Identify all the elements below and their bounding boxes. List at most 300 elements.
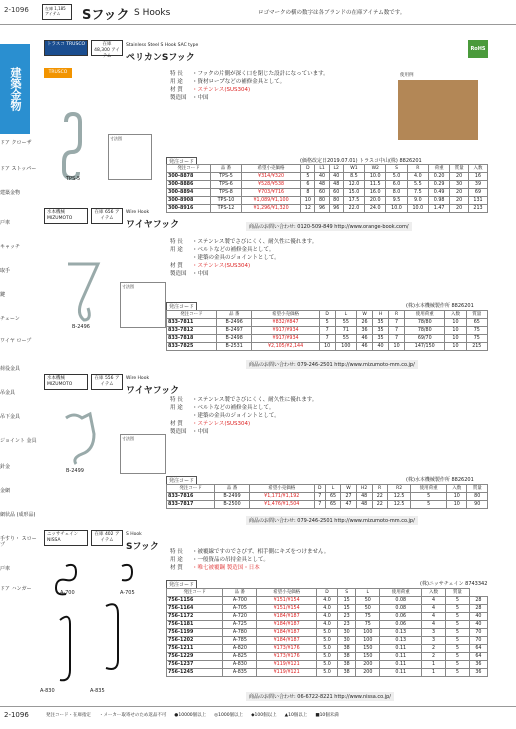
table-header-cell: L2 <box>329 165 343 173</box>
table-cell: ¥314/¥320 <box>241 173 300 181</box>
table-header-row <box>167 311 488 319</box>
feature-value: ・ステンレス製でさびにくく、耐久性に優れます。 <box>192 397 318 403</box>
table-cell: 5 <box>445 645 469 653</box>
table-cell: 5 <box>445 613 469 621</box>
section-en-title: Wire Hook <box>126 376 150 381</box>
table-header-cell: 品 番 <box>216 311 252 319</box>
table-cell: 30 <box>450 181 469 189</box>
table-cell: ¥119/¥121 <box>257 669 317 677</box>
table-cell: 5.0 <box>316 661 337 669</box>
table-cell: 28 <box>469 605 487 613</box>
brand-stock: 在庫 556 アイテム <box>91 374 123 390</box>
table-cell: 5 <box>411 501 447 509</box>
sidebar-item[interactable]: ジョイント 金具 <box>0 438 37 444</box>
table-header-cell: 質量 <box>445 589 469 597</box>
sidebar-item[interactable]: 手すり・ スロープ <box>0 536 37 548</box>
table-header-cell: 荷重 <box>428 165 449 173</box>
reference-note: (株)水本機械製作所 8826201 <box>406 477 474 483</box>
table-cell: 48 <box>329 181 343 189</box>
table-cell: 20 <box>450 189 469 197</box>
table-cell: 7 <box>319 327 335 335</box>
table-cell: 5.0 <box>316 653 337 661</box>
sidebar-item[interactable]: 戸車 <box>0 220 11 226</box>
table-cell[interactable]: 756-1229 <box>167 653 223 661</box>
table-cell: 75 <box>356 613 380 621</box>
table-cell: A-725 <box>223 621 257 629</box>
section-features <box>170 70 329 102</box>
table-cell: 96 <box>315 205 329 213</box>
table-cell: 5 <box>411 493 447 501</box>
sidebar-item[interactable]: ワイヤ ロープ <box>0 338 32 344</box>
feature-value: ・一般資品の吊持金具として。 <box>192 557 269 563</box>
table-cell: 16 <box>468 173 487 181</box>
table-cell: 69 <box>468 189 487 197</box>
table-row <box>167 189 488 197</box>
table-header-cell: 使用荷重 <box>405 311 445 319</box>
table-cell: 10 <box>319 343 335 351</box>
table-cell: ¥184/¥187 <box>257 629 317 637</box>
table-cell: 4.0 <box>316 613 337 621</box>
section-features <box>170 548 329 572</box>
feature-key: 材 質 <box>170 421 183 427</box>
table-header-cell: R2 <box>388 485 411 493</box>
table-cell: 12.5 <box>388 501 411 509</box>
feature-value: ・ステンレス製でさびにくく、耐久性に優れます。 <box>192 239 318 245</box>
table-header-row <box>167 589 488 597</box>
table-header-cell: 質量 <box>450 165 469 173</box>
table-cell: 17.5 <box>343 197 364 205</box>
table-cell: 4 <box>422 613 446 621</box>
table-row <box>167 173 488 181</box>
table-header-cell: 希望小売価格 <box>252 311 319 319</box>
feature-value: ・資材ロープなどの補修金具として。 <box>192 79 286 85</box>
table-cell: 27 <box>341 493 357 501</box>
table-cell: 80 <box>329 197 343 205</box>
table-cell: ¥832/¥847 <box>252 319 319 327</box>
table-header-cell: S <box>338 589 356 597</box>
table-cell: 10 <box>447 501 467 509</box>
table-cell: 5.0 <box>316 669 337 677</box>
table-cell: 7 <box>314 501 325 509</box>
table-cell: 26 <box>357 319 373 327</box>
table-cell: 96 <box>329 205 343 213</box>
sketch-label: 寸法図 <box>110 136 122 141</box>
table-header-cell: H2 <box>356 485 372 493</box>
table-cell: 200 <box>356 661 380 669</box>
table-row <box>167 327 488 335</box>
table-cell: 15.0 <box>343 189 364 197</box>
table-cell: 10.0 <box>407 205 428 213</box>
code-label: 発注コード <box>166 157 197 166</box>
stock-badge: 在庫 1,185 アイテム <box>42 4 72 20</box>
table-header-row <box>167 485 488 493</box>
table-cell[interactable]: 833-7811 <box>167 319 217 327</box>
table-header-cell: R <box>372 485 388 493</box>
table-cell: 38 <box>338 661 356 669</box>
table-cell: B-2498 <box>216 335 252 343</box>
table-cell: 36 <box>357 327 373 335</box>
legend-item: ・メーカー取寄せのため返品不可 <box>99 713 167 718</box>
table-header-cell: R <box>389 311 405 319</box>
sidebar-item[interactable]: 金網 <box>0 488 11 494</box>
table-cell: 2 <box>422 645 446 653</box>
code-label: 発注コード <box>166 580 197 589</box>
table-cell: ¥119/¥121 <box>257 661 317 669</box>
table-cell: 65 <box>325 493 341 501</box>
feature-key: 用 途 <box>170 405 183 411</box>
section-en-title: Stainless Steel S Hook SAC type <box>126 43 199 48</box>
table-cell: 20 <box>450 205 469 213</box>
sidebar-item[interactable]: 建築金物 <box>0 190 21 196</box>
product-table-1 <box>166 164 488 213</box>
sidebar-item[interactable]: キャッチ <box>0 244 21 250</box>
dimension-sketch <box>120 434 166 474</box>
table-row <box>167 605 488 613</box>
table-cell: 40 <box>373 343 389 351</box>
table-cell: 35 <box>373 319 389 327</box>
table-cell: B-2531 <box>216 343 252 351</box>
feature-line <box>170 238 317 246</box>
inquiry-info: 商品のお問い合わせ: 079-246-2501 http://www.mizumoto-mm.co.jp/ <box>246 516 418 525</box>
table-cell: 100 <box>335 343 356 351</box>
table-row <box>167 669 488 677</box>
table-cell: 20 <box>450 197 469 205</box>
feature-line <box>170 428 317 436</box>
table-cell: 36 <box>469 669 487 677</box>
table-cell: ¥528/¥538 <box>241 181 300 189</box>
feature-line <box>170 412 317 420</box>
table-cell: 0.08 <box>380 597 422 605</box>
table-cell: 9.5 <box>386 197 407 205</box>
table-cell[interactable]: 756-1172 <box>167 613 223 621</box>
feature-value: ・中国 <box>192 95 209 101</box>
feature-line <box>170 94 329 102</box>
feature-value: ・ベルトなどの補修金具として。 <box>192 405 275 411</box>
table-cell: 46 <box>357 335 373 343</box>
table-cell: TPS-10 <box>211 197 242 205</box>
sidebar-item[interactable]: 網状品 (成形品) <box>0 512 36 518</box>
feature-value: ・ベルトなどの補修金具として。 <box>192 247 275 253</box>
legend-item: ◆100個以上 <box>251 713 277 718</box>
table-cell: 131 <box>468 197 487 205</box>
table-cell[interactable]: 833-7816 <box>167 493 215 501</box>
table-header-cell: 希望小売価格 <box>257 589 317 597</box>
sidebar-item[interactable]: ドア ハンガー <box>0 586 32 592</box>
sidebar-item[interactable]: ドア クローザ <box>0 140 32 146</box>
feature-line <box>170 86 329 94</box>
table-header-cell: 入数 <box>445 311 466 319</box>
table-header-cell: 品 番 <box>215 485 249 493</box>
brand-logo: 水本機械 MIZUMOTO <box>44 374 88 390</box>
table-cell[interactable]: 300-8916 <box>167 205 211 213</box>
table-cell: 40 <box>469 621 487 629</box>
table-cell: ¥1,089/¥1,100 <box>241 197 300 205</box>
feature-value: ・ステンレス(SUS304) <box>192 421 251 427</box>
table-header-cell: 入数 <box>422 589 446 597</box>
product-table-2 <box>166 310 488 351</box>
table-cell[interactable]: 756-1245 <box>167 669 223 677</box>
table-row <box>167 319 488 327</box>
table-header-cell: 使用荷重 <box>411 485 447 493</box>
section-title: ワイヤフック <box>126 386 180 396</box>
table-cell[interactable]: 756-1237 <box>167 661 223 669</box>
table-row <box>167 637 488 645</box>
table-cell: 150 <box>356 645 380 653</box>
table-cell: 7 <box>314 493 325 501</box>
table-cell: 5.0 <box>316 637 337 645</box>
feature-value: ・中国 <box>192 271 209 277</box>
table-cell: 2 <box>422 653 446 661</box>
table-cell: 48 <box>315 181 329 189</box>
sidebar-item[interactable]: ドア ストッパー <box>0 166 37 172</box>
table-cell: ¥151/¥154 <box>257 605 317 613</box>
section-1-brand-row <box>44 40 123 59</box>
table-cell: 0.29 <box>428 181 449 189</box>
table-cell: 10 <box>445 327 466 335</box>
table-cell: 150 <box>356 653 380 661</box>
table-cell[interactable]: 300-8894 <box>167 189 211 197</box>
table-cell: 1 <box>422 669 446 677</box>
table-cell: 10 <box>445 319 466 327</box>
table-cell: 35 <box>373 335 389 343</box>
table-cell: ¥184/¥187 <box>257 621 317 629</box>
sidebar-item[interactable]: チェーン <box>0 316 20 322</box>
table-header-cell: W1 <box>343 165 364 173</box>
table-cell: 75 <box>466 335 487 343</box>
table-cell: 8 <box>301 189 315 197</box>
feature-key: 特 長 <box>170 549 183 555</box>
table-cell: 60 <box>315 189 329 197</box>
table-cell: 10 <box>447 493 467 501</box>
section-2-brand-row <box>44 208 123 224</box>
table-cell: 3 <box>422 629 446 637</box>
table-cell: 50 <box>356 605 380 613</box>
legend-item: ▲10個以上 <box>284 713 308 718</box>
code-label: 発注コード <box>166 476 197 485</box>
table-cell: 10 <box>445 335 466 343</box>
brand-logo: 水本機械 MIZUMOTO <box>44 208 88 224</box>
inquiry-info: 商品のお問い合わせ: 06-6722-8221 http://www.nissa.co.jp/ <box>246 692 394 701</box>
feature-key: 材 質 <box>170 87 183 93</box>
table-cell: 5 <box>445 637 469 645</box>
table-cell: 80 <box>315 197 329 205</box>
code-label: 発注コード <box>166 302 197 311</box>
table-cell: 0.11 <box>380 645 422 653</box>
table-cell[interactable]: 756-1211 <box>167 645 223 653</box>
table-header-cell: W <box>357 311 373 319</box>
sketch-label: 寸法図 <box>122 436 134 441</box>
table-header-cell: 入数 <box>468 165 487 173</box>
table-header-cell: L1 <box>315 165 329 173</box>
inquiry-info: 商品のお問い合わせ: 0120-509-849 http://www.orange-book.com/ <box>246 222 412 231</box>
feature-line <box>170 262 317 270</box>
feature-value: ・唯七被覆鋼 製造国・日本 <box>192 565 260 571</box>
table-cell[interactable]: 300-8878 <box>167 173 211 181</box>
table-header-cell: 品 番 <box>223 589 257 597</box>
table-cell: A-780 <box>223 629 257 637</box>
brand-stock: 在庫 48,300 アイテム <box>91 40 123 56</box>
table-cell: 28 <box>469 597 487 605</box>
table-cell: 60 <box>329 189 343 197</box>
table-cell: 1.47 <box>428 205 449 213</box>
table-header-cell: D <box>301 165 315 173</box>
table-cell: 69/70 <box>405 335 445 343</box>
table-cell: 5 <box>445 669 469 677</box>
table-cell: 38 <box>338 645 356 653</box>
table-cell: ¥703/¥716 <box>241 189 300 197</box>
table-header-cell: 発注コード <box>167 311 217 319</box>
table-header-cell: 質量 <box>467 485 488 493</box>
page-title-en: S Hooks <box>134 8 171 18</box>
table-cell: 4.0 <box>316 605 337 613</box>
table-header-cell: L <box>335 311 356 319</box>
table-cell: 5 <box>445 653 469 661</box>
table-header-cell: 使用荷重 <box>380 589 422 597</box>
section-en-title: S Hook <box>126 532 142 537</box>
section-title: ワイヤフック <box>126 220 180 230</box>
table-header-cell: L <box>356 589 380 597</box>
table-cell[interactable]: 300-8886 <box>167 181 211 189</box>
table-cell: 3 <box>422 637 446 645</box>
table-cell: 5 <box>445 605 469 613</box>
table-cell[interactable]: 833-7825 <box>167 343 217 351</box>
table-cell: 40 <box>469 613 487 621</box>
table-cell[interactable]: 756-1156 <box>167 597 223 605</box>
table-cell: 4.0 <box>316 621 337 629</box>
table-cell: 20 <box>450 173 469 181</box>
feature-line <box>170 70 329 78</box>
table-cell: 40 <box>329 173 343 181</box>
table-cell: 12.5 <box>388 493 411 501</box>
table-cell: 4 <box>422 621 446 629</box>
feature-line <box>170 404 317 412</box>
table-cell[interactable]: 833-7812 <box>167 327 217 335</box>
table-cell: 0.98 <box>428 197 449 205</box>
brand-stock: 在庫 656 アイテム <box>91 208 123 224</box>
table-header-cell: D <box>319 311 335 319</box>
table-cell: 1 <box>422 661 446 669</box>
table-cell: 7.5 <box>407 189 428 197</box>
feature-key: 材 質 <box>170 263 183 269</box>
table-cell[interactable]: 756-1164 <box>167 605 223 613</box>
table-header-cell: 質量 <box>466 311 487 319</box>
sidebar-item[interactable]: 針金 <box>0 464 11 470</box>
brand-sub-logo: TRUSCO <box>44 68 72 78</box>
table-cell: 78/80 <box>405 319 445 327</box>
sidebar-item[interactable]: 荷役金具 <box>0 366 21 372</box>
table-cell: 7 <box>389 335 405 343</box>
table-cell: 0.49 <box>428 189 449 197</box>
table-row <box>167 613 488 621</box>
sidebar-item[interactable]: 鍵 <box>0 292 6 298</box>
table-cell[interactable]: 833-7818 <box>167 335 217 343</box>
table-cell[interactable]: 756-1202 <box>167 637 223 645</box>
table-cell: 0.11 <box>380 661 422 669</box>
table-cell: 75 <box>356 621 380 629</box>
feature-key: 特 長 <box>170 397 183 403</box>
sidebar-item[interactable]: 取手 <box>0 268 11 274</box>
table-cell: 6.0 <box>386 181 407 189</box>
footer-divider <box>0 706 516 707</box>
table-cell: 80 <box>467 493 488 501</box>
sidebar-item[interactable]: 戸車 <box>0 566 11 572</box>
table-cell: 100 <box>356 637 380 645</box>
table-cell: ¥917/¥934 <box>252 335 319 343</box>
table-cell: 16.0 <box>365 189 386 197</box>
table-cell: 4.0 <box>316 597 337 605</box>
table-header-cell: 発注コード <box>167 165 211 173</box>
table-cell: 4 <box>422 605 446 613</box>
table-cell[interactable]: 300-8908 <box>167 197 211 205</box>
table-cell: 30 <box>338 629 356 637</box>
table-cell: A-835 <box>223 669 257 677</box>
table-header-cell: 発注コード <box>167 589 223 597</box>
table-cell[interactable]: 756-1181 <box>167 621 223 629</box>
table-cell[interactable]: 756-1199 <box>167 629 223 637</box>
sidebar-item[interactable]: 吊下金具 <box>0 414 21 420</box>
table-cell: 5.0 <box>316 629 337 637</box>
table-cell: B-2496 <box>216 319 252 327</box>
table-header-cell: R <box>407 165 428 173</box>
table-row <box>167 621 488 629</box>
feature-value: ・ステンレス(SUS304) <box>192 263 251 269</box>
section-features <box>170 238 317 278</box>
reference-note: (株)ニッサチェイン 8743342 <box>420 581 488 587</box>
wire-hook-image <box>60 410 106 468</box>
section-features <box>170 396 317 436</box>
table-header-cell: W2 <box>365 165 386 173</box>
feature-line <box>170 548 329 556</box>
table-cell: 23 <box>338 621 356 629</box>
feature-key: 用 途 <box>170 557 183 563</box>
table-header-cell: 品 番 <box>211 165 242 173</box>
table-cell: 90 <box>467 501 488 509</box>
section-en-title: Wire Hook <box>126 210 150 215</box>
usage-photo <box>398 73 478 140</box>
table-row <box>167 205 488 213</box>
table-cell: 38 <box>338 653 356 661</box>
table-header-cell: 希望小売価格 <box>241 165 300 173</box>
feature-key: 製造国 <box>170 271 187 277</box>
table-cell: ¥151/¥154 <box>257 597 317 605</box>
table-cell: 50 <box>356 597 380 605</box>
table-cell: 10 <box>445 343 466 351</box>
table-row <box>167 197 488 205</box>
table-cell: 8.0 <box>386 189 407 197</box>
table-row <box>167 501 488 509</box>
table-cell: 35 <box>373 327 389 335</box>
table-cell: 22 <box>372 501 388 509</box>
table-cell[interactable]: 833-7817 <box>167 501 215 509</box>
table-cell: 70 <box>469 629 487 637</box>
table-cell: 213 <box>468 205 487 213</box>
table-row <box>167 661 488 669</box>
table-cell: B-2497 <box>216 327 252 335</box>
sidebar-item[interactable]: 吊金具 <box>0 390 16 396</box>
feature-key: 特 長 <box>170 239 183 245</box>
table-cell: ¥1,476/¥1,504 <box>249 501 314 509</box>
table-cell: 48 <box>356 493 372 501</box>
table-cell: A-825 <box>223 653 257 661</box>
table-cell: 12 <box>301 205 315 213</box>
table-cell: 38 <box>338 669 356 677</box>
table-cell: 46 <box>357 343 373 351</box>
table-cell: 12.0 <box>343 181 364 189</box>
reference-note: (価格改定日2019.07.01) トラスコ中山(株) 8826201 <box>300 158 422 164</box>
model-label: B-2496 <box>72 324 90 330</box>
table-cell: 7 <box>319 335 335 343</box>
rohs-badge: RoHS <box>468 40 488 58</box>
